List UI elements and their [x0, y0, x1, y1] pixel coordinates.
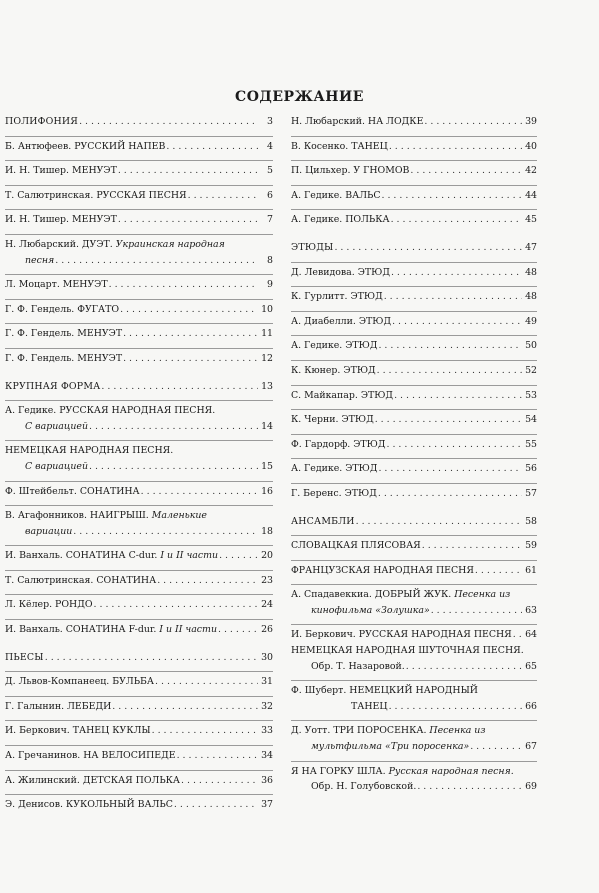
divider — [291, 209, 537, 210]
toc-entry: Э. Денисов. КУКОЛЬНЫЙ ВАЛЬС . . . 37 — [5, 797, 273, 813]
toc-entry: Д. Уотт. ТРИ ПОРОСЕНКА. Песенка из мультфильма «Три поросенка» . . . 67 — [291, 723, 537, 754]
divider — [5, 234, 273, 235]
toc-entry: КРУПНАЯ ФОРМА . . . 13 — [5, 379, 273, 395]
divider — [291, 136, 537, 137]
toc-entry: А. Гедике. ВАЛЬС . . . 44 — [291, 188, 537, 204]
toc-entry: НЕМЕЦКАЯ НАРОДНАЯ ШУТОЧНАЯ ПЕСНЯ. Обр. Т. Назаровой. . . . 65 — [291, 643, 537, 674]
toc-entry: И. Н. Тишер. МЕНУЭТ . . . 7 — [5, 212, 273, 228]
toc-entry: Г. Галынин. ЛЕБЕДИ . . . 32 — [5, 699, 273, 715]
divider — [5, 594, 273, 595]
divider — [291, 560, 537, 561]
toc-entry: В. Косенко. ТАНЕЦ . . . 40 — [291, 139, 537, 155]
toc-entry: И. Ванхаль. СОНАТИНА F-dur. I и II части . . . 26 — [5, 622, 273, 638]
divider — [291, 458, 537, 459]
divider — [291, 360, 537, 361]
toc-entry: И. Н. Тишер. МЕНУЭТ . . . 5 — [5, 163, 273, 179]
divider — [5, 274, 273, 275]
divider — [5, 136, 273, 137]
toc-entry: К. Гурлитт. ЭТЮД . . . 48 — [291, 289, 537, 305]
toc-entry: Т. Салютринская. РУССКАЯ ПЕСНЯ . . . 6 — [5, 188, 273, 204]
divider — [291, 185, 537, 186]
toc-entry: Ф. Гардорф. ЭТЮД . . . 55 — [291, 437, 537, 453]
toc-entry: А. Диабелли. ЭТЮД . . . 49 — [291, 314, 537, 330]
divider — [291, 483, 537, 484]
toc-entry: П. Цильхер. У ГНОМОВ . . . 42 — [291, 163, 537, 179]
divider — [5, 770, 273, 771]
divider — [5, 400, 273, 401]
toc-entry: ПЬЕСЫ . . . 30 — [5, 650, 273, 666]
toc-entry: А. Гедике. РУССКАЯ НАРОДНАЯ ПЕСНЯ. С вариацией . . . 14 — [5, 403, 273, 434]
toc-entry: А. Гедике. ЭТЮД . . . 56 — [291, 461, 537, 477]
toc-entry: Г. Ф. Гендель. МЕНУЭТ . . . 11 — [5, 326, 273, 342]
divider — [291, 160, 537, 161]
divider — [5, 323, 273, 324]
divider — [5, 185, 273, 186]
divider — [291, 409, 537, 410]
divider — [5, 209, 273, 210]
toc-entry: И. Беркович. ТАНЕЦ КУКЛЫ . . . 33 — [5, 723, 273, 739]
divider — [5, 545, 273, 546]
toc-entry: Н. Любарский. НА ЛОДКЕ . . . 39 — [291, 114, 537, 130]
divider — [5, 720, 273, 721]
toc-entry: А. Спадавеккиа. ДОБРЫЙ ЖУК. Песенка из кинофильма «Золушка» . . . 63 — [291, 587, 537, 618]
toc-entry: Н. Любарский. ДУЭТ. Украинская народная песня . . . 8 — [5, 237, 273, 268]
toc-entry: Г. Беренс. ЭТЮД . . . 57 — [291, 486, 537, 502]
divider — [5, 619, 273, 620]
divider — [5, 348, 273, 349]
divider — [291, 286, 537, 287]
toc-entry: Ф. Шуберт. НЕМЕЦКИЙ НАРОДНЫЙ ТАНЕЦ . . . 66 — [291, 683, 537, 714]
toc-entry: Д. Левидова. ЭТЮД . . . 48 — [291, 265, 537, 281]
toc-left-column — [5, 114, 273, 813]
toc-right-column — [291, 114, 537, 795]
divider — [291, 584, 537, 585]
divider — [5, 570, 273, 571]
toc-entry: Г. Ф. Гендель. ФУГАТО . . . 10 — [5, 302, 273, 318]
divider — [5, 440, 273, 441]
divider — [291, 535, 537, 536]
divider — [5, 671, 273, 672]
toc-entry: Д. Львов-Компанеец. БУЛЬБА . . . 31 — [5, 674, 273, 690]
divider — [291, 385, 537, 386]
toc-entry: К. Кюнер. ЭТЮД . . . 52 — [291, 363, 537, 379]
divider — [291, 624, 537, 625]
toc-entry: В. Агафонников. НАИГРЫШ. Маленькие вариации . . . 18 — [5, 508, 273, 539]
toc-entry: А. Гедике. ЭТЮД . . . 50 — [291, 338, 537, 354]
divider — [291, 311, 537, 312]
toc-entry: Г. Ф. Гендель. МЕНУЭТ . . . 12 — [5, 351, 273, 367]
page-title: СОДЕРЖАНИЕ — [235, 89, 364, 105]
toc-entry: ЭТЮДЫ . . . 47 — [291, 240, 537, 256]
divider — [5, 696, 273, 697]
divider — [5, 745, 273, 746]
divider — [291, 335, 537, 336]
toc-entry: ПОЛИФОНИЯ . . . 3 — [5, 114, 273, 130]
toc-entry: С. Майкапар. ЭТЮД . . . 53 — [291, 388, 537, 404]
divider — [291, 262, 537, 263]
divider — [291, 434, 537, 435]
divider — [5, 481, 273, 482]
divider — [291, 680, 537, 681]
divider — [291, 720, 537, 721]
toc-entry: ФРАНЦУЗСКАЯ НАРОДНАЯ ПЕСНЯ . . . 61 — [291, 563, 537, 579]
divider — [5, 160, 273, 161]
toc-entry: Л. Кёлер. РОНДО . . . 24 — [5, 597, 273, 613]
toc-entry: Т. Салютринская. СОНАТИНА . . . 23 — [5, 573, 273, 589]
divider — [5, 299, 273, 300]
toc-entry: Я НА ГОРКУ ШЛА. Русская народная песня. Обр. Н. Голубовской. . . . 69 — [291, 764, 537, 795]
toc-entry: А. Гречанинов. НА ВЕЛОСИПЕДЕ . . . 34 — [5, 748, 273, 764]
toc-entry: А. Гедике. ПОЛЬКА . . . 45 — [291, 212, 537, 228]
toc-entry: Б. Антюфеев. РУССКИЙ НАПЕВ . . . 4 — [5, 139, 273, 155]
toc-entry: Ф. Штейбельт. СОНАТИНА . . . 16 — [5, 484, 273, 500]
toc-entry: СЛОВАЦКАЯ ПЛЯСОВАЯ . . . 59 — [291, 538, 537, 554]
toc-entry: К. Черни. ЭТЮД . . . 54 — [291, 412, 537, 428]
toc-entry: НЕМЕЦКАЯ НАРОДНАЯ ПЕСНЯ. С вариацией . . . 15 — [5, 443, 273, 474]
toc-entry: И. Ванхаль. СОНАТИНА C-dur. I и II части . . . 20 — [5, 548, 273, 564]
divider — [5, 794, 273, 795]
toc-entry: А. Жилинский. ДЕТСКАЯ ПОЛЬКА . . . 36 — [5, 773, 273, 789]
divider — [291, 761, 537, 762]
divider — [5, 505, 273, 506]
toc-entry: Л. Моцарт. МЕНУЭТ . . . 9 — [5, 277, 273, 293]
toc-entry: И. Беркович. РУССКАЯ НАРОДНАЯ ПЕСНЯ . . . 64 — [291, 627, 537, 643]
toc-entry: АНСАМБЛИ . . . 58 — [291, 514, 537, 530]
